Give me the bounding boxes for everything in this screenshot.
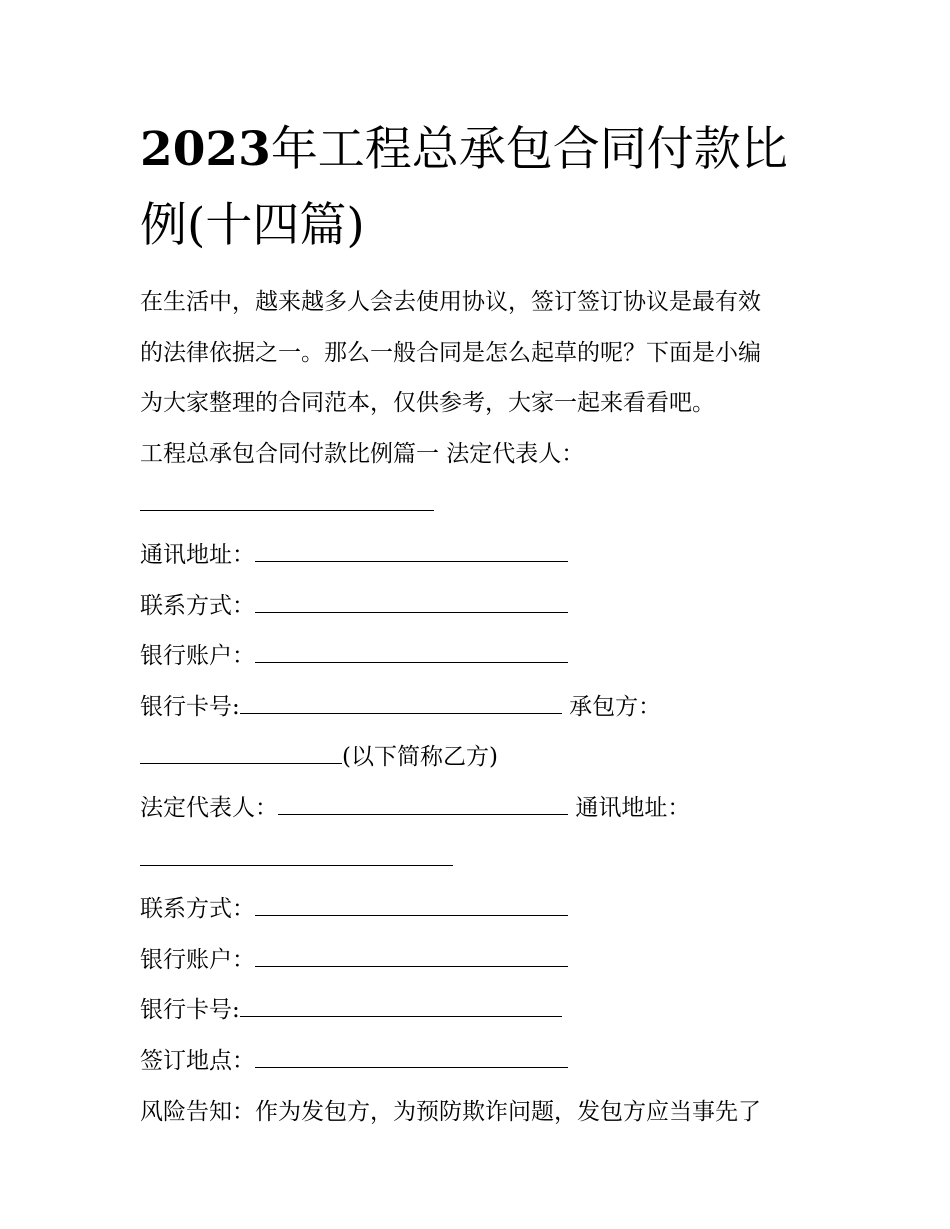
bank-card-row-2 bbox=[140, 988, 820, 1039]
contact-blank-2 bbox=[255, 891, 568, 916]
contact-blank bbox=[255, 588, 568, 613]
address-blank bbox=[255, 537, 568, 562]
bank-card-blank-2 bbox=[240, 992, 562, 1017]
address-blank-row bbox=[140, 837, 820, 888]
bank-card-label: 银行卡号: bbox=[140, 693, 240, 720]
address-inline-label: 通讯地址： bbox=[575, 794, 691, 821]
bank-account-row-2 bbox=[140, 938, 820, 989]
legal-rep-blank-2 bbox=[278, 790, 568, 815]
bank-card-row bbox=[140, 685, 820, 736]
intro-line-1: 在生活中，越来越多人会去使用协议，签订签订协议是最有效 bbox=[140, 289, 761, 315]
contact-row bbox=[140, 584, 820, 635]
bank-account-row bbox=[140, 634, 820, 685]
contact-row-2 bbox=[140, 887, 820, 938]
title-text-line2: 例(十四篇) bbox=[140, 198, 365, 253]
risk-notice: 风险告知：作为发包方，为预防欺诈问题，发包方应当事先了 bbox=[140, 1098, 761, 1125]
bank-account-label-2: 银行账户： bbox=[140, 946, 255, 973]
blank-line-legal-rep bbox=[140, 482, 820, 533]
legal-rep-label: 法定代表人： bbox=[140, 794, 278, 821]
bank-account-blank-2 bbox=[255, 942, 568, 967]
bank-card-blank bbox=[240, 689, 562, 714]
contractor-blank bbox=[140, 739, 342, 764]
title-text-line1: 年工程总承包合同付款比 bbox=[270, 122, 788, 177]
title-year: 2023 bbox=[140, 122, 271, 177]
contractor-label: 承包方： bbox=[569, 693, 662, 720]
bank-account-label: 银行账户： bbox=[140, 643, 255, 670]
sign-place-blank bbox=[255, 1043, 568, 1068]
contractor-row bbox=[140, 735, 820, 786]
document-title bbox=[140, 112, 820, 264]
contact-label-2: 联系方式： bbox=[140, 896, 255, 923]
sign-place-label: 签订地点： bbox=[140, 1047, 255, 1074]
abbrev-b-label: (以下简称乙方) bbox=[342, 744, 498, 771]
intro-line-3: 为大家整理的合同范本，仅供参考，大家一起来看看吧。 bbox=[140, 390, 715, 417]
sign-place-row bbox=[140, 1039, 820, 1090]
intro-line-2: 的法律依据之一。那么一般合同是怎么起草的呢？下面是小编 bbox=[140, 339, 761, 366]
contact-label: 联系方式： bbox=[140, 592, 255, 619]
section-heading: 工程总承包合同付款比例篇一 法定代表人： bbox=[140, 440, 585, 467]
legal-rep-row bbox=[140, 786, 820, 837]
address-row bbox=[140, 533, 820, 584]
bank-card-label-2: 银行卡号: bbox=[140, 997, 240, 1024]
address-label: 通讯地址： bbox=[140, 541, 255, 568]
bank-account-blank bbox=[255, 638, 568, 663]
address-blank-2 bbox=[140, 841, 453, 866]
document-body bbox=[140, 280, 820, 1140]
legal-rep-blank bbox=[140, 486, 434, 511]
